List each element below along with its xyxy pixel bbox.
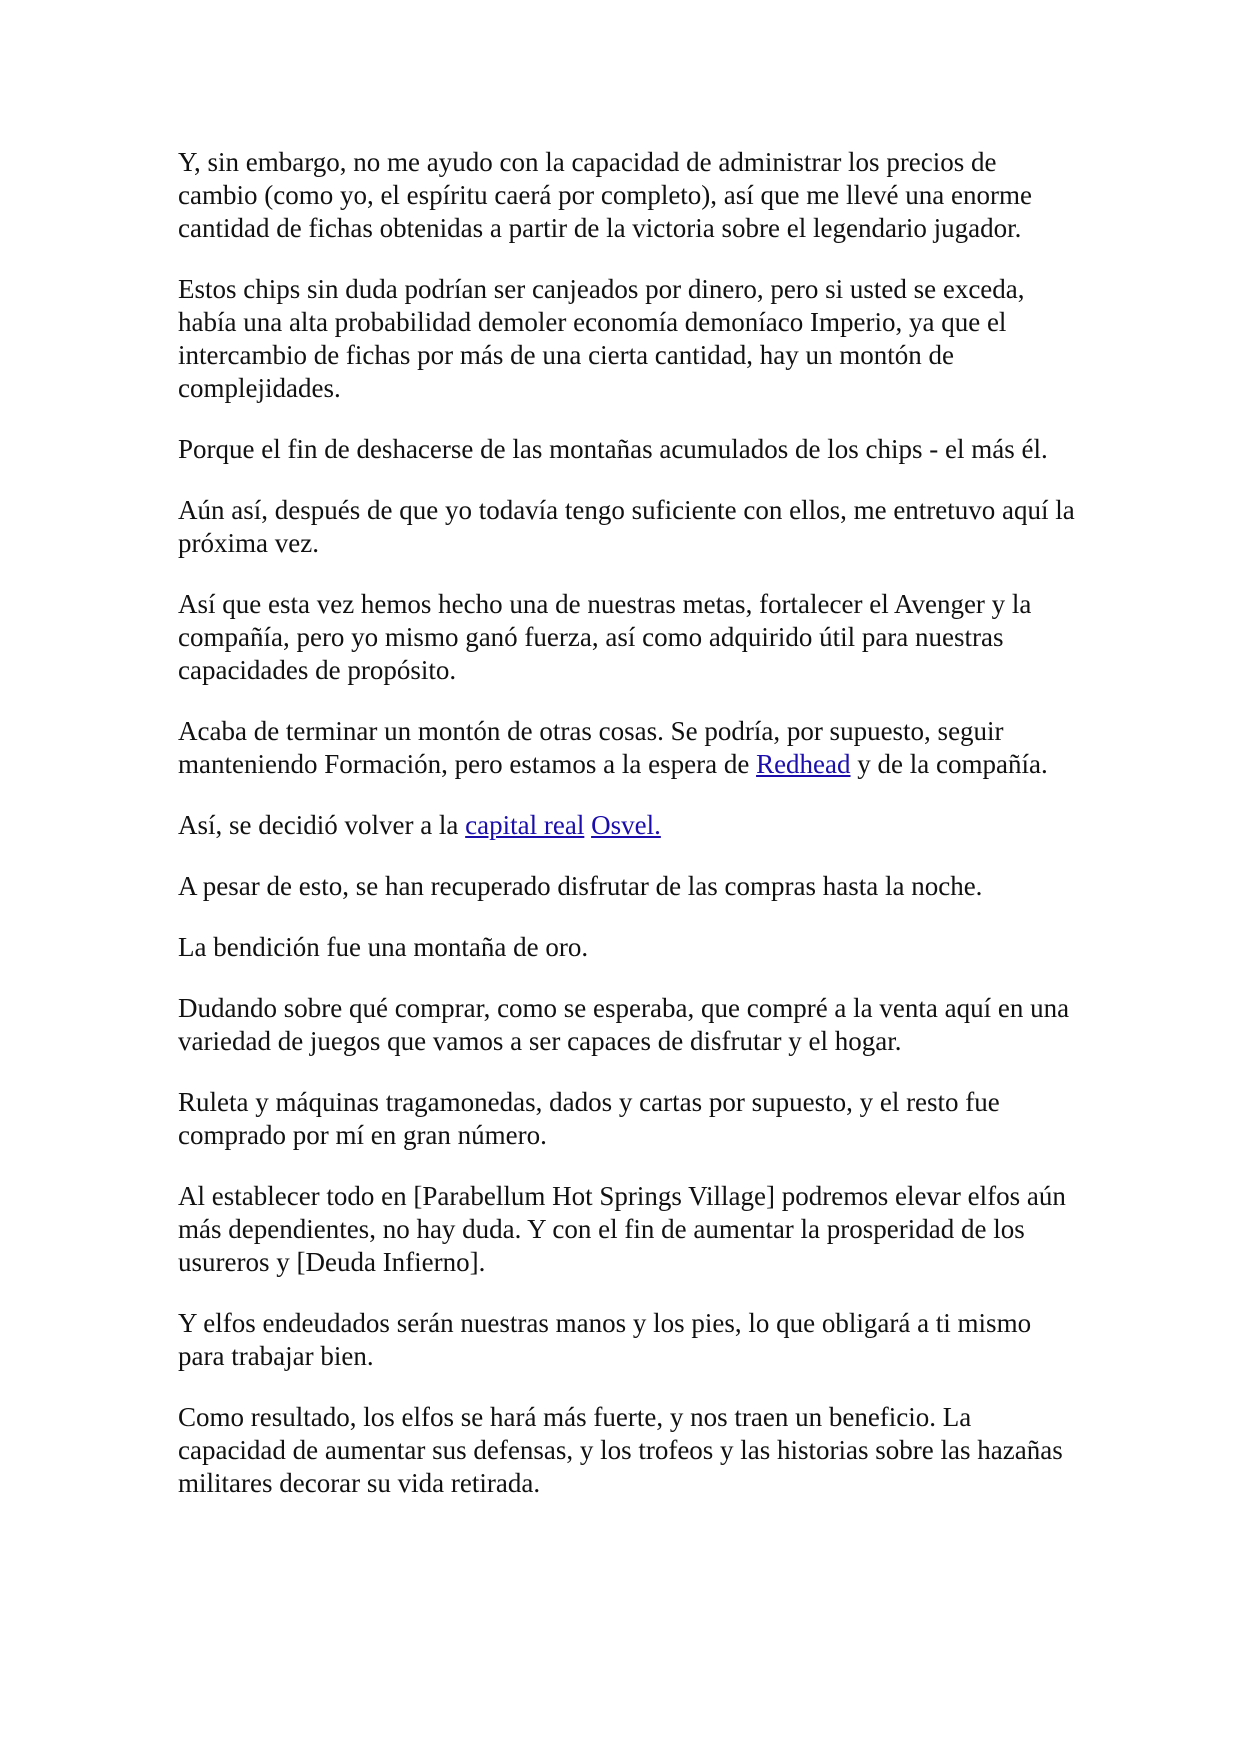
redhead-link[interactable]: Redhead bbox=[756, 749, 851, 779]
paragraph-text: Así, se decidió volver a la bbox=[178, 810, 466, 840]
paragraph: Y elfos endeudados serán nuestras manos y los pies, lo que obligará a ti mismo para trabajar bien. bbox=[178, 1308, 1032, 1371]
paragraph: Y, sin embargo, no me ayudo con la capacidad de administrar los precios de cambio (como yo, el espíritu caerá por completo), así que me llevé una enorme cantidad de fichas obtenidas a partir de la victoria sobre el legendario jugador. bbox=[178, 147, 1032, 243]
paragraph: Estos chips sin duda podrían ser canjeados por dinero, pero si usted se exceda, había una alta probabilidad demoler economía demoníaco Imperio, ya que el intercambio de fichas por más de una cierta cantidad, hay un montón de complejidades. bbox=[178, 274, 1025, 403]
paragraph: Así que esta vez hemos hecho una de nuestras metas, fortalecer el Avenger y la compañía, pero yo mismo ganó fuerza, así como adquirido útil para nuestras capacidades de propósito. bbox=[178, 589, 1032, 685]
paragraph: La bendición fue una montaña de oro. bbox=[178, 932, 589, 962]
osvel-link[interactable]: Osvel. bbox=[591, 810, 661, 840]
paragraph: Porque el fin de deshacerse de las montañas acumulados de los chips - el más él. bbox=[178, 434, 1048, 464]
paragraph bbox=[178, 715, 1078, 781]
paragraph: Al establecer todo en [Parabellum Hot Springs Village] podremos elevar elfos aún más dependientes, no hay duda. Y con el fin de aumentar la prosperidad de los usureros y [Deuda Infierno]. bbox=[178, 1181, 1066, 1277]
paragraph: Dudando sobre qué comprar, como se esperaba, que compré a la venta aquí en una variedad de juegos que vamos a ser capaces de disfrutar y el hogar. bbox=[178, 993, 1070, 1056]
paragraph-text: Acaba de terminar un montón de otras cosas. Se podría, por supuesto, seguir manteniendo Formación, pero estamos a la espera de bbox=[178, 716, 1004, 779]
paragraph: A pesar de esto, se han recuperado disfrutar de las compras hasta la noche. bbox=[178, 871, 983, 901]
paragraph: Aún así, después de que yo todavía tengo suficiente con ellos, me entretuvo aquí la próxima vez. bbox=[178, 495, 1075, 558]
capital-real-link[interactable]: capital real bbox=[465, 810, 585, 840]
paragraph: Como resultado, los elfos se hará más fuerte, y nos traen un beneficio. La capacidad de aumentar sus defensas, y los trofeos y las historias sobre las hazañas militares decorar su vida retirada. bbox=[178, 1402, 1063, 1498]
paragraph: Ruleta y máquinas tragamonedas, dados y cartas por supuesto, y el resto fue comprado por mí en gran número. bbox=[178, 1087, 1000, 1150]
paragraph-text: y de la compañía. bbox=[850, 749, 1048, 779]
document-body bbox=[178, 146, 1078, 1528]
paragraph bbox=[178, 809, 1078, 842]
